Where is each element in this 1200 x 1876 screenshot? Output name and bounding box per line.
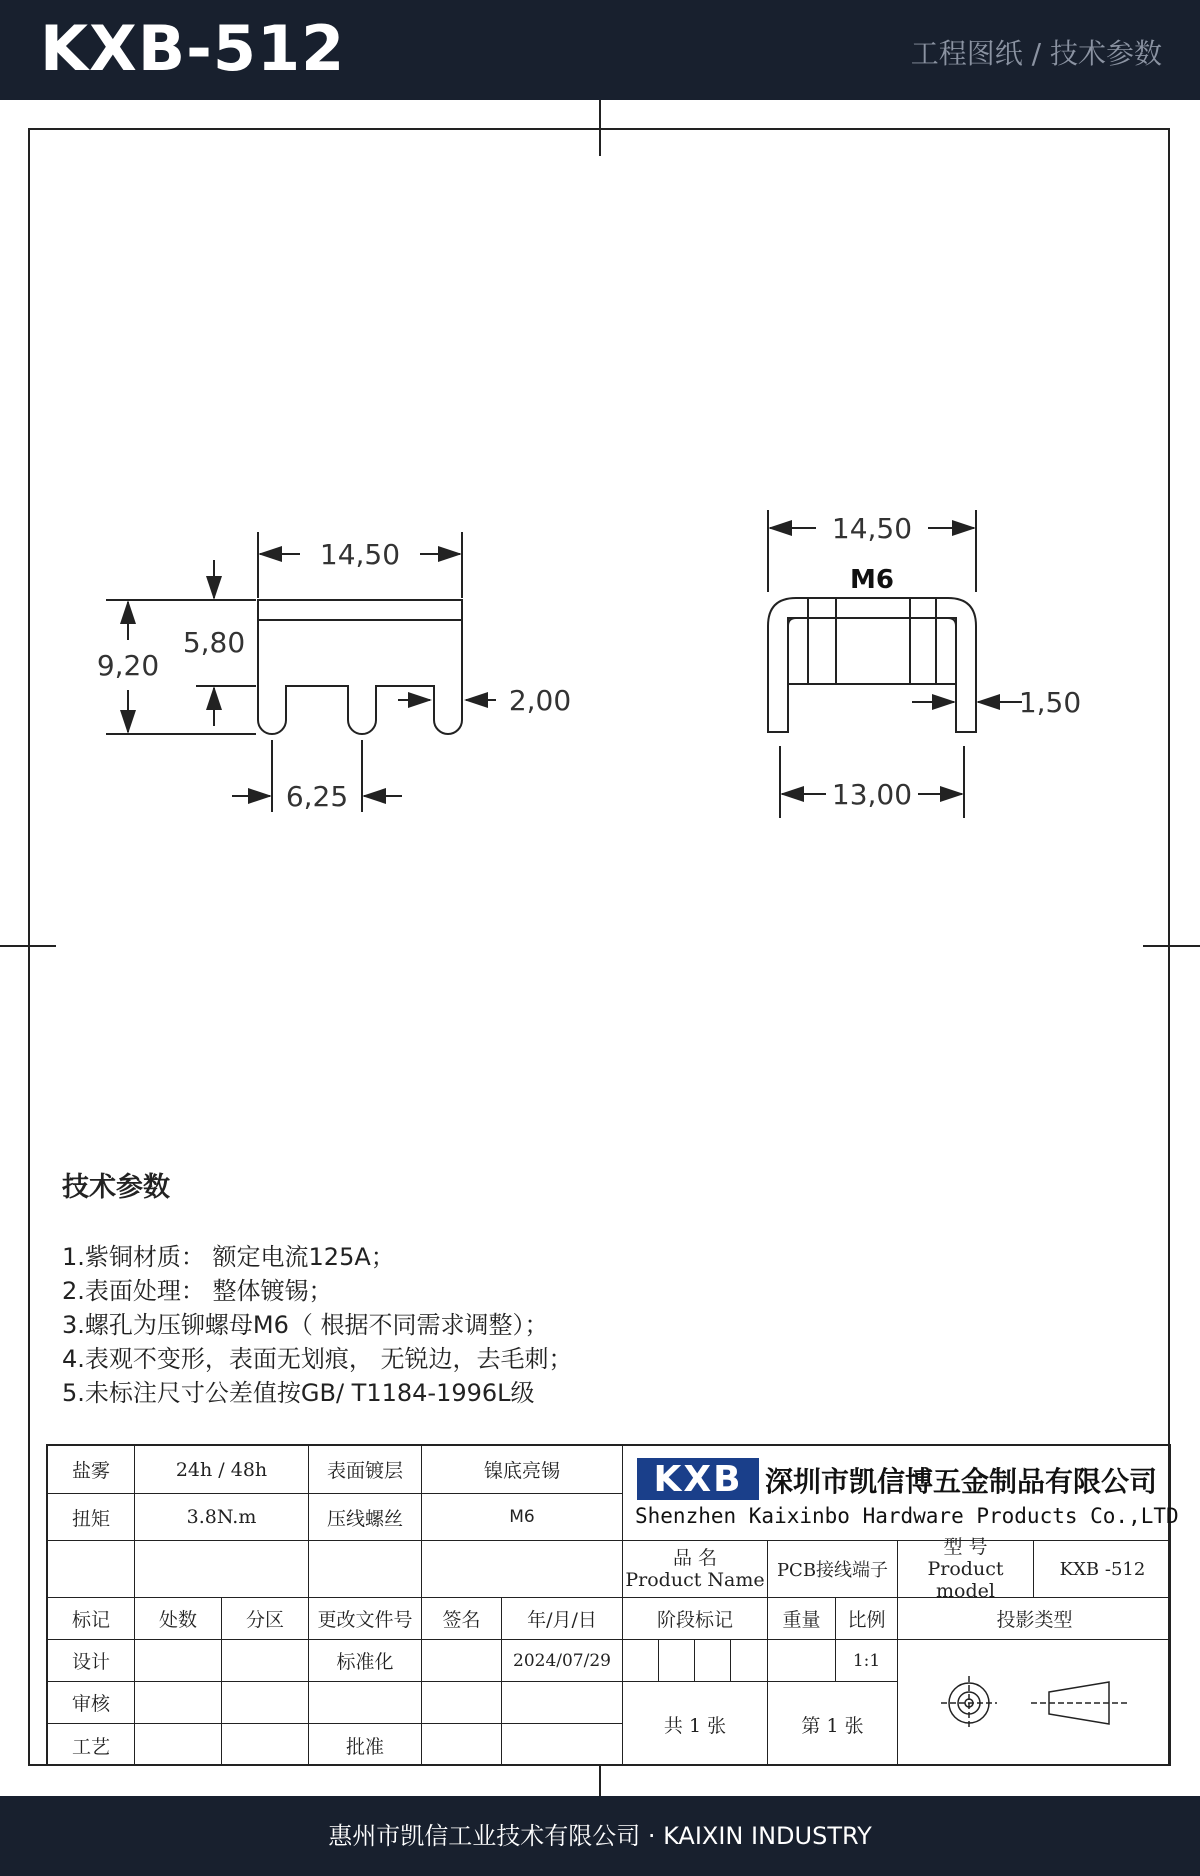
dim-thickness: 1,50 <box>1018 686 1082 719</box>
product-model-en: Product model <box>927 1558 1004 1602</box>
dim-upper: 5,80 <box>182 626 246 659</box>
blank-cell <box>222 1640 309 1682</box>
col-sign: 签名 <box>422 1598 502 1640</box>
dim-slot: 2,00 <box>508 684 572 717</box>
review-label: 审核 <box>48 1682 135 1724</box>
standard-label: 标准化 <box>309 1640 422 1682</box>
product-model-cn: 型 号 <box>943 1536 988 1558</box>
product-name-value: PCB接线端子 <box>768 1541 898 1598</box>
product-model-value: KXB -512 <box>1034 1541 1171 1598</box>
model-title: KXB-512 <box>40 12 346 85</box>
first-angle-projection-icon <box>925 1668 1145 1738</box>
weight-value <box>768 1640 836 1682</box>
header-subtitle: 工程图纸 / 技术参数 <box>910 37 1162 70</box>
sheet-number: 第 1 张 <box>768 1682 898 1766</box>
torque-value: 3.8N.m <box>135 1494 309 1541</box>
col-date: 年/月/日 <box>502 1598 623 1640</box>
dim-height: 9,20 <box>96 649 160 682</box>
company-block <box>623 1446 1179 1541</box>
col-zone: 分区 <box>222 1598 309 1640</box>
technical-notes <box>62 1165 573 1410</box>
note-line: 3.螺孔为压铆螺母M6（ 根据不同需求调整）； <box>62 1311 549 1339</box>
blank-cell <box>135 1724 222 1766</box>
design-label: 设计 <box>48 1640 135 1682</box>
title-block <box>46 1444 1179 1766</box>
blank-cell <box>422 1541 623 1598</box>
blank-cell <box>135 1640 222 1682</box>
blank-cell <box>222 1682 309 1724</box>
date-value: 2024/07/29 <box>502 1640 623 1682</box>
dim-width-left: 14,50 <box>319 538 401 571</box>
front-view-outline <box>258 600 462 734</box>
company-name-en: Shenzhen Kaixinbo Hardware Products Co.,LTD <box>635 1504 1179 1528</box>
process-label: 工艺 <box>48 1724 135 1766</box>
company-logo: KXB <box>637 1458 759 1500</box>
dim-inner: 13,00 <box>831 778 913 811</box>
blank-cell <box>422 1682 502 1724</box>
blank-cell <box>502 1682 623 1724</box>
notes-title: 技术参数 <box>62 1172 170 1203</box>
thread-label: M6 <box>850 565 894 595</box>
note-line: 1.紫铜材质： 额定电流125A； <box>62 1243 395 1271</box>
col-count: 处数 <box>135 1598 222 1640</box>
stage-box <box>731 1640 768 1682</box>
scale-value: 1:1 <box>836 1640 898 1682</box>
blank-cell <box>309 1682 422 1724</box>
scale-label: 比例 <box>836 1598 898 1640</box>
plating-label: 表面镀层 <box>309 1446 422 1494</box>
blank-cell <box>502 1724 623 1766</box>
product-name-en: Product Name <box>625 1569 765 1591</box>
col-mark: 标记 <box>48 1598 135 1640</box>
dim-pitch: 6,25 <box>285 780 349 813</box>
stage-mark-label: 阶段标记 <box>623 1598 768 1640</box>
product-name-cn: 品 名 <box>672 1547 718 1569</box>
screw-value: M6 <box>422 1494 623 1541</box>
plating-value: 镍底亮锡 <box>422 1446 623 1494</box>
total-sheets: 共 1 张 <box>623 1682 768 1766</box>
blank-cell <box>422 1640 502 1682</box>
product-model-label <box>898 1536 1034 1602</box>
blank-cell <box>222 1724 309 1766</box>
blank-cell <box>309 1541 422 1598</box>
stage-box <box>695 1640 731 1682</box>
torque-label: 扭矩 <box>48 1494 135 1541</box>
product-name-label <box>623 1541 768 1598</box>
page-footer: 惠州市凯信工业技术有限公司 · KAIXIN INDUSTRY <box>0 1796 1200 1876</box>
col-doc: 更改文件号 <box>309 1598 422 1640</box>
note-line: 5.未标注尺寸公差值按GB/ T1184-1996L级 <box>62 1379 535 1407</box>
blank-cell <box>48 1541 135 1598</box>
projection-label: 投影类型 <box>898 1598 1171 1640</box>
stage-box <box>659 1640 695 1682</box>
approve-label: 批准 <box>309 1724 422 1766</box>
note-line: 4.表观不变形，表面无划痕， 无锐边，去毛刺； <box>62 1345 573 1373</box>
screw-label: 压线螺丝 <box>309 1494 422 1541</box>
salt-label: 盐雾 <box>48 1446 135 1494</box>
stage-box <box>623 1640 659 1682</box>
note-line: 2.表面处理： 整体镀锡； <box>62 1277 333 1305</box>
side-view-outline <box>768 598 976 732</box>
company-name-cn: 深圳市凯信博五金制品有限公司 <box>765 1465 1158 1498</box>
projection-symbol <box>898 1640 1171 1766</box>
blank-cell <box>135 1541 309 1598</box>
dim-width-right: 14,50 <box>831 512 913 545</box>
salt-value: 24h / 48h <box>135 1446 309 1494</box>
blank-cell <box>135 1682 222 1724</box>
weight-label: 重量 <box>768 1598 836 1640</box>
blank-cell <box>422 1724 502 1766</box>
